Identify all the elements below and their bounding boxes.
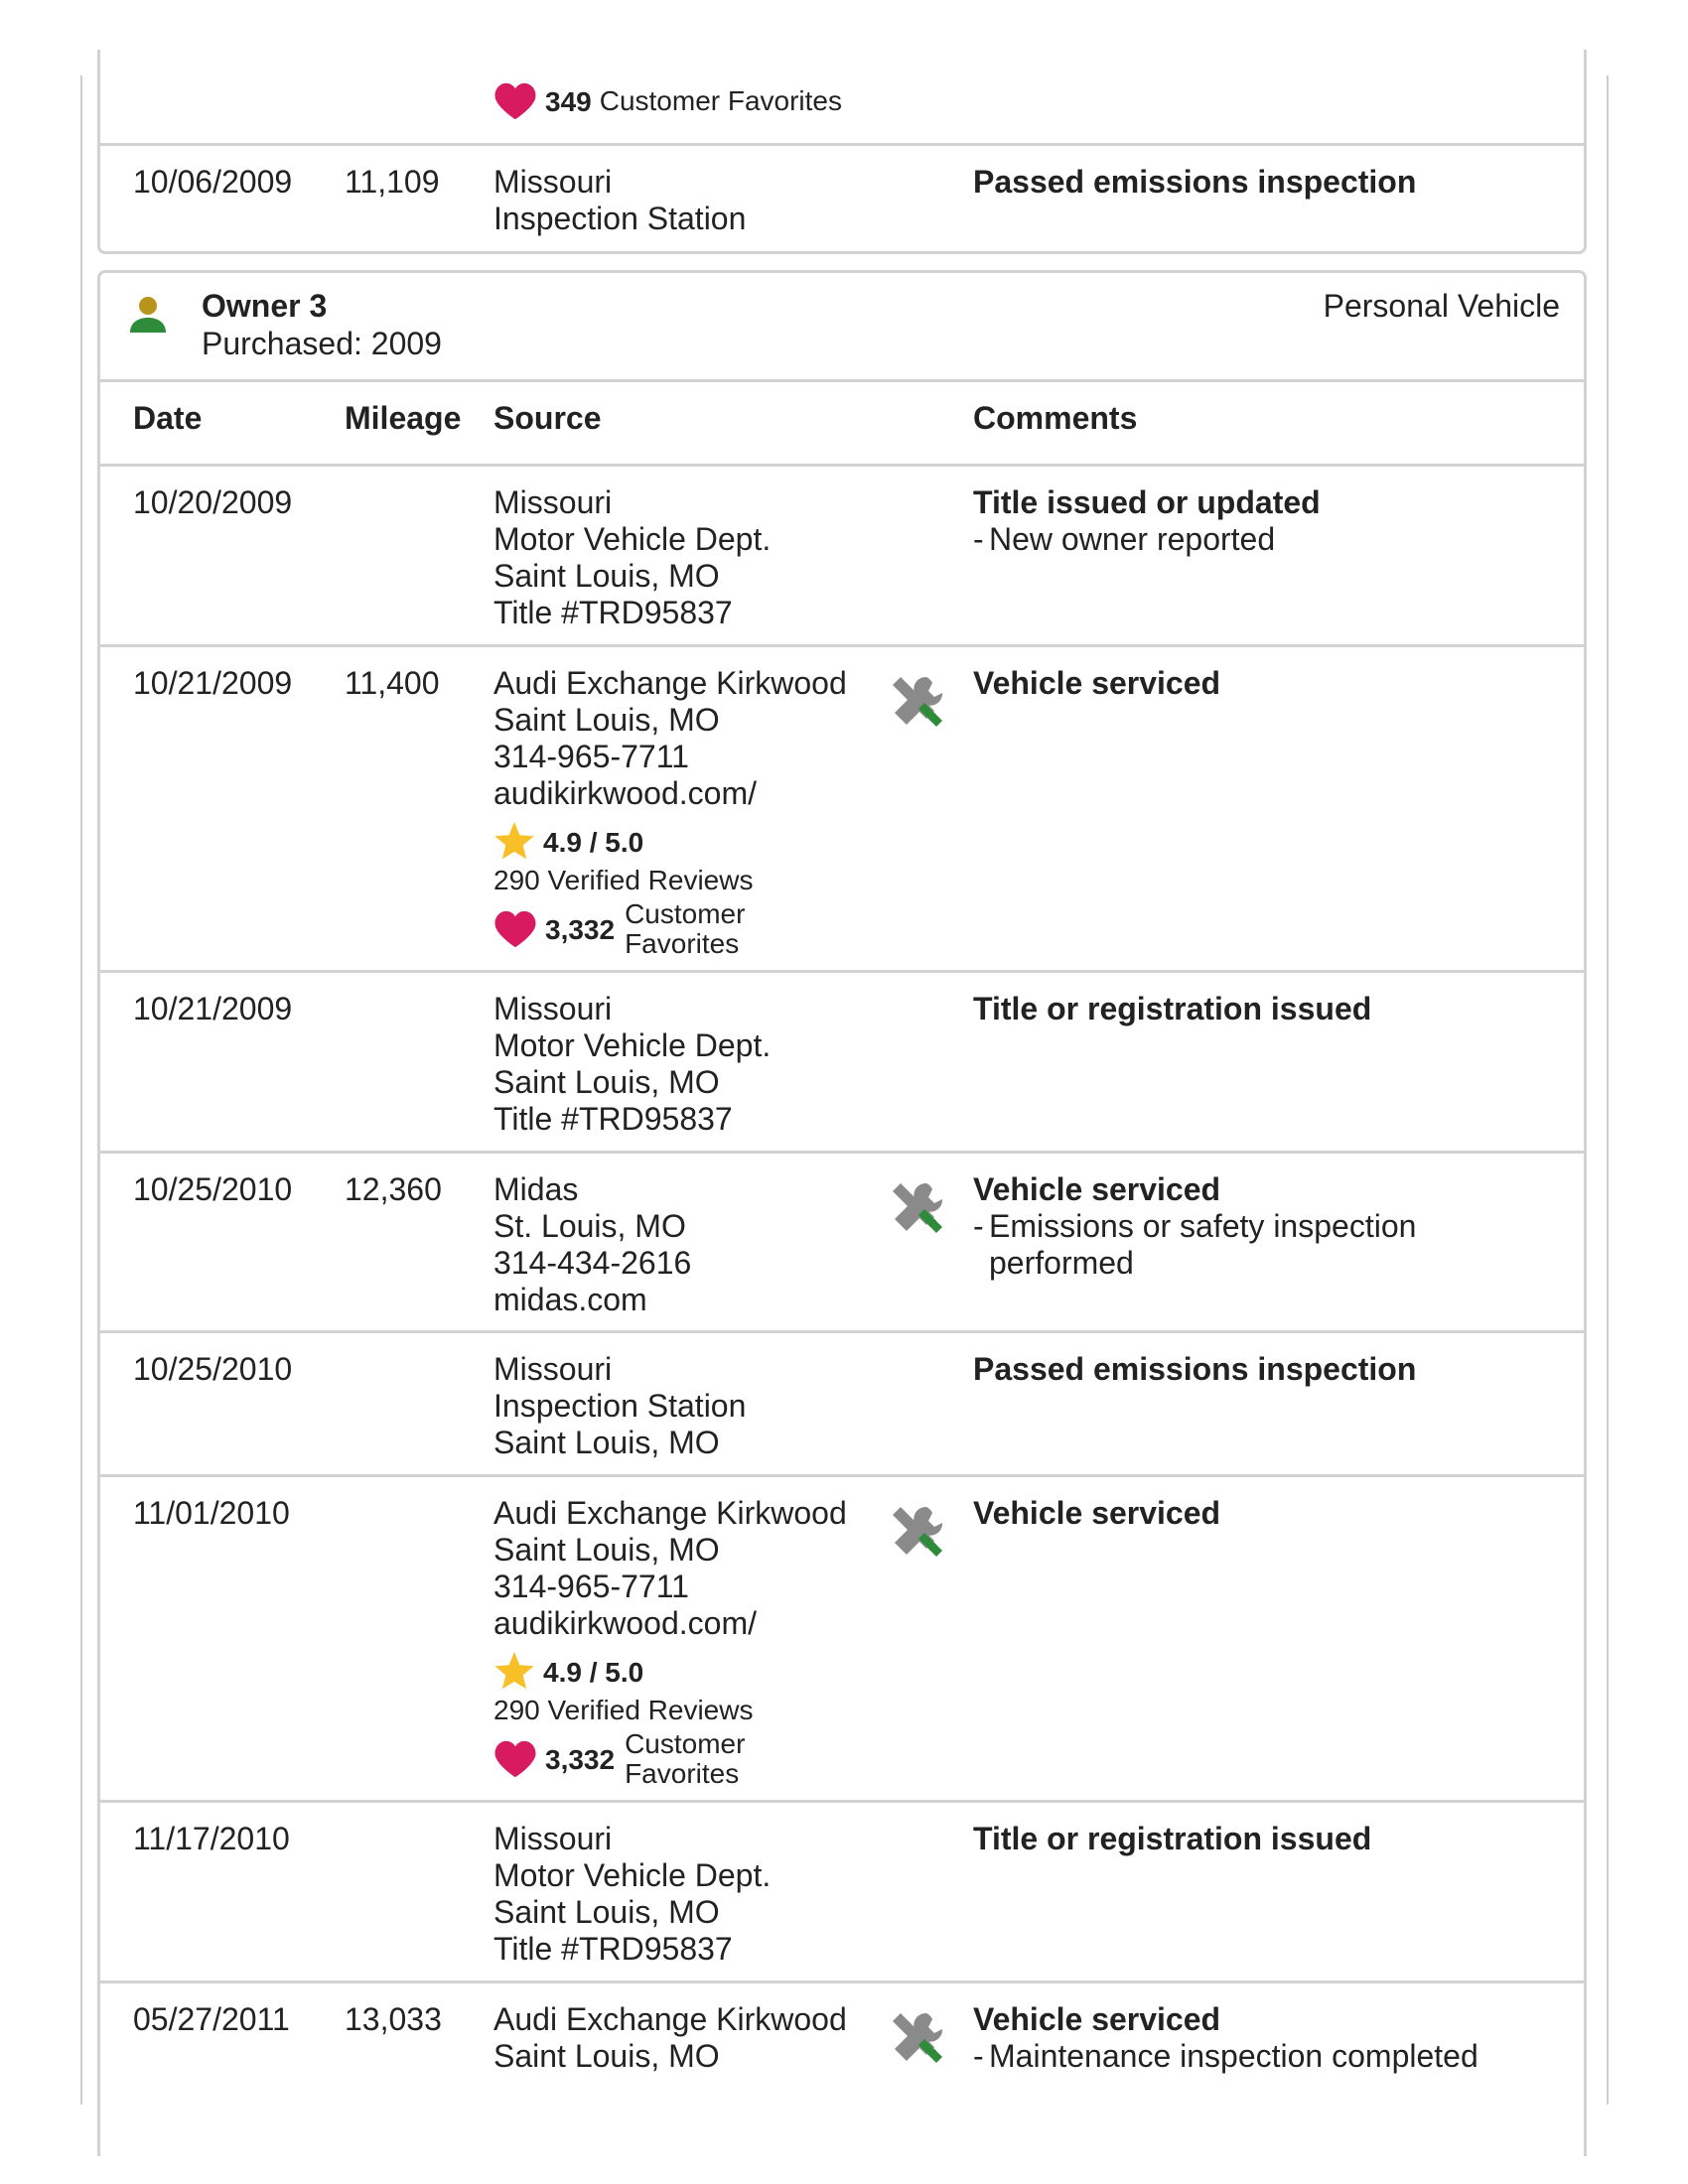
record-date: 11/01/2010 (133, 1495, 290, 1531)
previous-owner-card (97, 50, 1587, 254)
table-row (100, 1154, 1584, 1333)
record-source: Audi Exchange Kirkwood Saint Louis, MO (493, 2001, 970, 2075)
star-icon (493, 1652, 535, 1692)
table-row (100, 50, 1584, 146)
record-date: 10/21/2009 (133, 665, 293, 701)
comment-detail: - Maintenance inspection completed (973, 2038, 1478, 2074)
record-date: 10/25/2010 (133, 1351, 293, 1387)
service-wrench-icon (885, 1501, 948, 1565)
reviews-link[interactable]: 290 Verified Reviews (493, 1695, 754, 1725)
record-source: Missouri Motor Vehicle Dept. Saint Louis, MO Title #TRD95837 (493, 484, 772, 630)
heart-icon (493, 909, 537, 949)
table-row (100, 1477, 1584, 1803)
comment-detail: - New owner reported (973, 521, 1276, 557)
record-mileage: 12,360 (345, 1171, 442, 1207)
table-header-row (100, 382, 1584, 467)
owner-title: Owner 3 (202, 288, 328, 324)
table-row (100, 1803, 1584, 1983)
column-header-date: Date (133, 400, 203, 436)
record-mileage: 11,400 (345, 665, 440, 701)
owner-header (100, 273, 1584, 382)
source-website-link[interactable]: midas.com (493, 1282, 647, 1317)
heart-icon (493, 81, 537, 121)
record-comment: Vehicle serviced (973, 1495, 1221, 1531)
rating: 4.9 / 5.0 (493, 1652, 970, 1692)
table-row (100, 467, 1584, 647)
record-source: Audi Exchange Kirkwood Saint Louis, MO 314-965-7711 audikirkwood.com/ 4.9 / 5.0 290 Verified Reviews 3,332 Customer Favorites (493, 665, 970, 959)
owner-card (97, 270, 1587, 2156)
record-source: Missouri Motor Vehicle Dept. Saint Louis, MO Title #TRD95837 (493, 1821, 772, 1967)
source-link[interactable]: Midas (493, 1171, 579, 1207)
record-comment: Vehicle serviced - Maintenance inspection completed (973, 2001, 1569, 2075)
record-source: Missouri Motor Vehicle Dept. Saint Louis, MO Title #TRD95837 (493, 991, 772, 1137)
reviews-link[interactable]: 290 Verified Reviews (493, 865, 754, 895)
source-link[interactable]: Audi Exchange Kirkwood (493, 665, 847, 701)
service-wrench-icon (885, 1177, 948, 1241)
comment-detail: - Emissions or safety inspection performed (973, 1208, 1417, 1281)
heart-icon (493, 1739, 537, 1779)
column-header-source: Source (493, 400, 602, 436)
source-link[interactable]: Audi Exchange Kirkwood (493, 2001, 847, 2037)
table-row (100, 1333, 1584, 1477)
record-comment: Passed emissions inspection (973, 164, 1417, 200)
owner-vehicle-type: Personal Vehicle (1323, 288, 1560, 324)
service-wrench-icon (885, 2007, 948, 2071)
favorites-count: 349 (545, 85, 592, 117)
record-date: 10/25/2010 (133, 1171, 293, 1207)
owner-purchased: Purchased: 2009 (202, 326, 442, 361)
person-icon (128, 295, 168, 335)
service-wrench-icon (885, 671, 948, 735)
star-icon (493, 822, 535, 862)
record-date: 10/21/2009 (133, 991, 293, 1026)
record-comment: Title or registration issued (973, 991, 1372, 1026)
record-source: Missouri Inspection Station (493, 164, 747, 236)
favorites-label: Customer Favorites (599, 85, 843, 116)
record-mileage: 11,109 (345, 164, 440, 200)
record-date: 11/17/2010 (133, 1821, 290, 1856)
record-comment: Vehicle serviced (973, 665, 1221, 701)
record-comment: Passed emissions inspection (973, 1351, 1417, 1387)
customer-favorites: 3,332 Customer Favorites (493, 899, 970, 959)
record-comment: Title issued or updated - New owner reported (973, 484, 1569, 558)
record-comment: Title or registration issued (973, 1821, 1372, 1856)
source-link[interactable]: Audi Exchange Kirkwood (493, 1495, 847, 1531)
source-website-link[interactable]: audikirkwood.com/ (493, 775, 757, 811)
record-date: 05/27/2011 (133, 2001, 290, 2037)
record-source: Audi Exchange Kirkwood Saint Louis, MO 314-965-7711 audikirkwood.com/ 4.9 / 5.0 290 Verified Reviews 3,332 Customer Favorites (493, 1495, 970, 1789)
table-row (100, 973, 1584, 1154)
rating: 4.9 / 5.0 (493, 822, 970, 862)
record-comment: Vehicle serviced - Emissions or safety inspection performed (973, 1171, 1569, 1282)
column-header-comments: Comments (973, 400, 1138, 436)
record-source: Midas St. Louis, MO 314-434-2616 midas.com (493, 1171, 970, 1318)
record-date: 10/06/2009 (133, 164, 293, 200)
page-right-rule (1607, 75, 1609, 2105)
column-header-mileage: Mileage (345, 400, 462, 436)
record-date: 10/20/2009 (133, 484, 293, 520)
source-website-link[interactable]: audikirkwood.com/ (493, 1605, 757, 1641)
record-source: Missouri Inspection Station Saint Louis, MO (493, 1351, 747, 1460)
page-left-rule (80, 75, 82, 2105)
record-mileage: 13,033 (345, 2001, 442, 2037)
table-row (100, 647, 1584, 973)
table-row (100, 146, 1584, 251)
customer-favorites (493, 81, 970, 121)
table-row (100, 1983, 1584, 2152)
customer-favorites: 3,332 Customer Favorites (493, 1729, 970, 1789)
